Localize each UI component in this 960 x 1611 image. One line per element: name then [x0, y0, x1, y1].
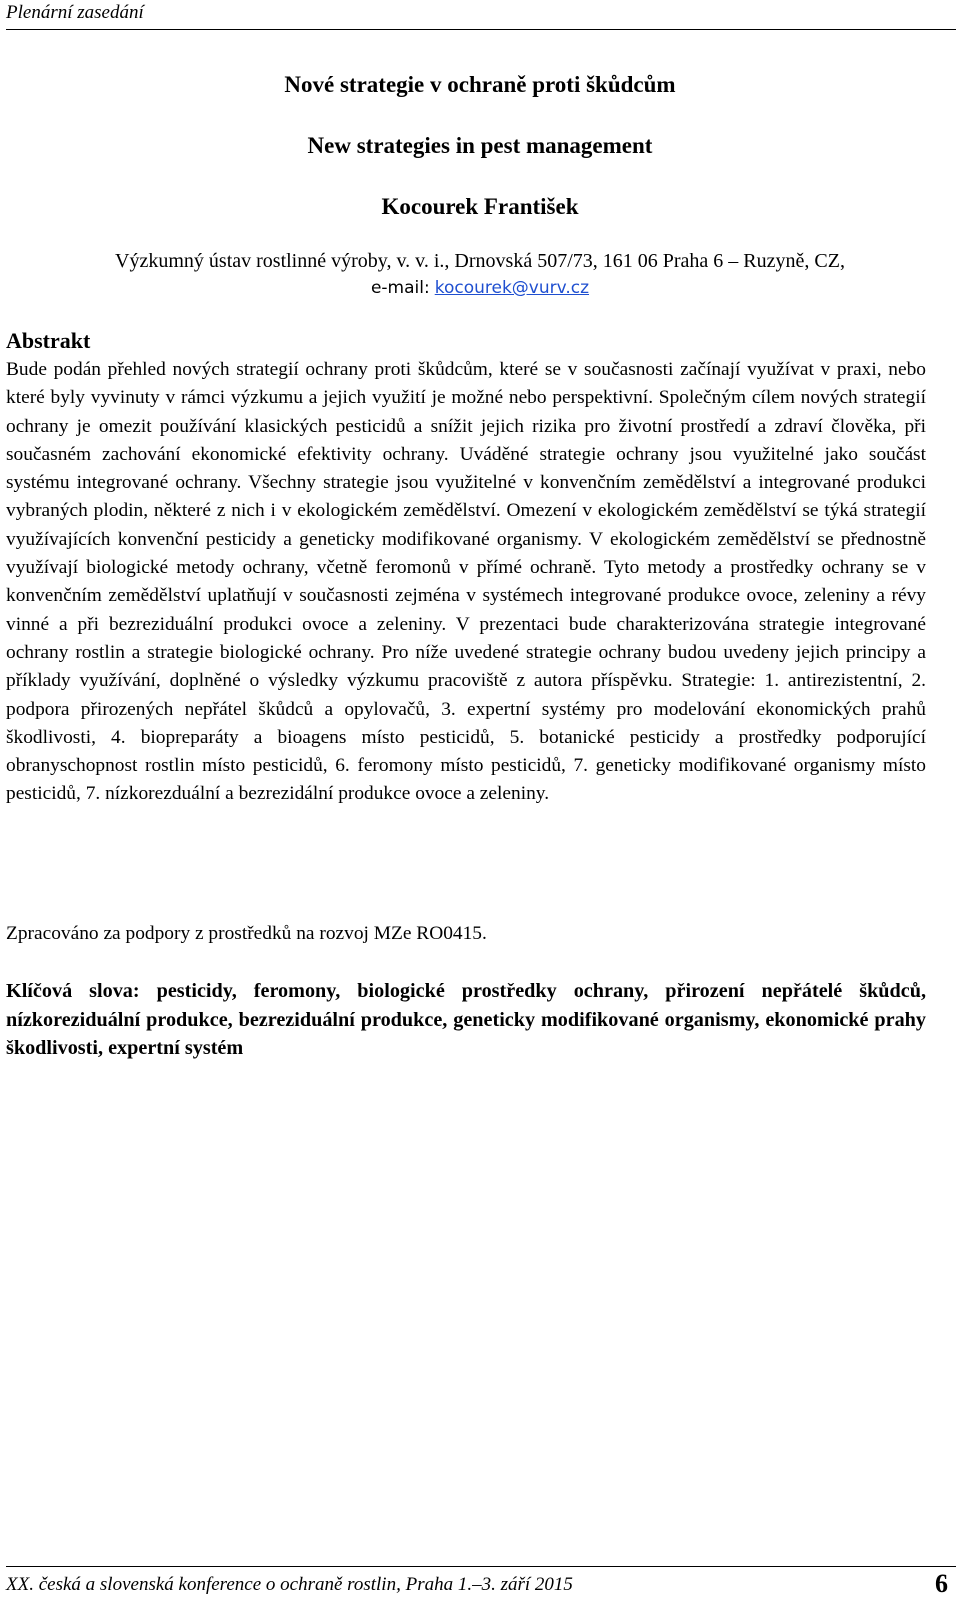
- page-number: 6: [935, 1569, 948, 1598]
- abstract-heading: Abstrakt: [6, 328, 91, 353]
- email-line: [0, 274, 960, 301]
- title-czech: Nové strategie v ochraně proti škůdcům: [284, 72, 676, 97]
- email-label: e-mail:: [370, 278, 430, 298]
- keywords: Klíčová slova: pesticidy, feromony, biologické prostředky ochrany, přirození nepřátelé škůdců, nízkoreziduální produkce, bezreziduální produkce, geneticky modifikované organismy, ekonomické prahy škodlivosti, expertní systém: [6, 980, 926, 1059]
- affiliation-line: Výzkumný ústav rostlinné výroby, v. v. i., Drnovská 507/73, 161 06 Praha 6 – Ruzyně, CZ,: [115, 250, 845, 272]
- running-header: [6, 0, 956, 30]
- funding-note: Zpracováno za podpory z prostředků na rozvoj MZe RO0415.: [6, 923, 487, 944]
- author-name: Kocourek František: [381, 194, 579, 219]
- running-footer: [6, 1566, 956, 1606]
- section-label: Plenární zasedání: [6, 2, 144, 23]
- title-english: New strategies in pest management: [307, 133, 653, 158]
- abstract-text: Bude podán přehled nových strategií ochrany proti škůdcům, které se v současnosti začínají využívat v praxi, nebo které byly vyvinuty v rámci výzkumu a jejich využití je možné nebo perspektivní. Společným cílem nových strategií ochrany je omezit používání klasických pesticidů a snížit jejich rizika pro životní prostředí a zdraví člověka, při současném zachování ekonomické efektivity ochrany. Uváděné strategie ochrany jsou využitelné jako součást systému integrované ochrany. Všechny strategie jsou využitelné v konvenčním zemědělství a integrované produkci vybraných plodin, některé z nich i v ekologickém zemědělství. Omezení v ekologickém zemědělství se týká strategií využívajících konvenční pesticidy a geneticky modifikované organismy. V ekologickém zemědělství se přednostně využívají biologické metody ochrany, včetně feromonů v přímé ochraně. Tyto metody a prostředky ochrany se v konvenčním zemědělství uplatňují v současnosti zejména v systémech integrované produkce ovoce, zeleniny a révy vinné a při bezreziduální produkci ovoce a zeleniny. V prezentaci bude charakterizována strategie integrované ochrany rostlin a strategie biologické ochrany. Pro níže uvedené strategie ochrany budou uvedeny jejich principy a příklady využívání, doplněné o výsledky výzkumu pracoviště z autora příspěvku. Strategie: 1. antirezistentní, 2. podpora přirozených nepřátel škůdců a opylovačů, 3. expertní systémy pro modelování ekonomických prahů škodlivosti, 4. biopreparáty a bioagens místo pesticidů, 5. botanické pesticidy a prostředky podporující obranyschopnost rostlin místo pesticidů, 6. feromony místo pesticidů, 7. geneticky modifikované organismy místo pesticidů, 7. nízkorezduální a bezrezidální produkce ovoce a zeleniny.: [6, 359, 926, 805]
- conference-label: XX. česká a slovenská konference o ochraně rostlin, Praha 1.–3. září 2015: [6, 1574, 573, 1595]
- email-link[interactable]: kocourek@vurv.cz: [434, 278, 590, 298]
